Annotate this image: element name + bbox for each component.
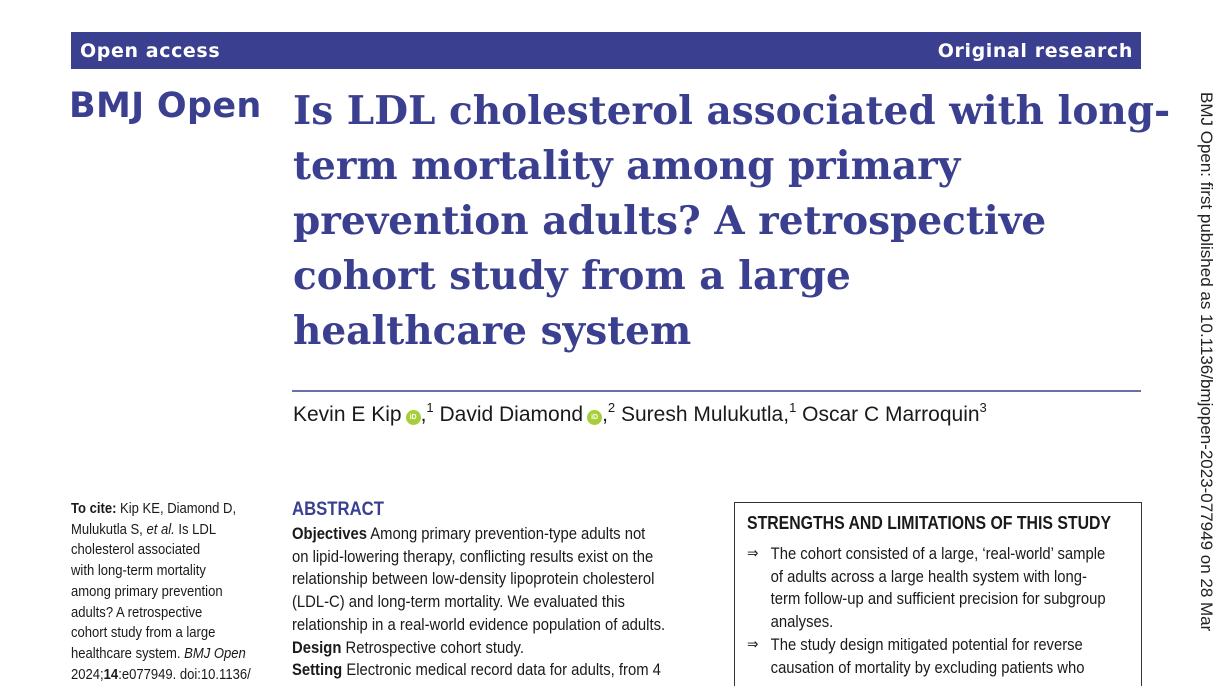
author-list: Kevin E Kip iD ,$^1$ David Diamond iD ,$^2$ Suresh Mulukutla,$^1$ Oscar C Marroquin$^3$: [293, 400, 987, 426]
author-affiliation: 1: [426, 400, 434, 415]
orcid-icon[interactable]: iD: [587, 410, 602, 425]
cite-label: To cite:: [71, 501, 117, 517]
title-line: term mortality among primary: [293, 143, 961, 189]
publication-side-note: BMJ Open: first published as 10.1136/bmjopen-2023-077949 on 28 Mar: [1197, 92, 1216, 632]
title-line: healthcare system: [293, 308, 692, 354]
design-label: Design: [292, 638, 342, 657]
author-affiliation: 2: [607, 400, 616, 415]
title-line: prevention adults? A retrospective: [293, 198, 1047, 244]
journal-logo: BMJ Open: [69, 86, 262, 126]
author-affiliation: 3: [979, 400, 987, 415]
strengths-limitations-box: [734, 502, 1142, 686]
open-access-label: Open access: [80, 39, 221, 62]
strengths-heading: STRENGTHS AND LIMITATIONS OF THIS STUDY: [747, 513, 1112, 533]
author-name[interactable]: Oscar C Marroquin: [802, 403, 980, 426]
title-line: Is LDL cholesterol associated with long-: [293, 88, 1171, 134]
abstract-body: Objectives Among primary prevention-type adults not on lipid-lowering therapy, conflicting results exist on the relationship between low-density lipoprotein cholesterol (LDL-C) and long-term mortality. We evaluated this relationship in a real-world evidence population of adults. Design Retrospective cohort study. Setting Electronic medical record data for adults, from 4: [292, 525, 666, 680]
author-name[interactable]: David Diamond: [439, 403, 584, 426]
author-name[interactable]: Suresh Mulukutla,: [620, 403, 790, 426]
header-banner: [71, 32, 1141, 69]
list-item: ⇒ The cohort consisted of a large, ‘real-world’ sample of adults across a large health system with long- term follow-up and sufficient precision for subgroup analyses.: [747, 545, 1106, 632]
title-line: cohort study from a large: [293, 253, 851, 299]
abstract-heading: ABSTRACT: [292, 499, 384, 520]
citation-block: To cite: Kip KE, Diamond D, Mulukutla S, et al. Is LDL cholesterol associated with long-term mortality among primary prevention adults? A retrospective cohort study from a large healthcare system. BMJ Open 2024;14:e077949. doi:10.1136/: [71, 501, 251, 683]
arrow-icon: ⇒: [747, 545, 759, 562]
title-divider: [292, 390, 1141, 392]
author-affiliation: 1: [789, 400, 797, 415]
setting-label: Setting: [292, 661, 343, 680]
abstract-section: [292, 499, 732, 682]
list-item: ⇒ The study design mitigated potential for reverse causation of mortality by excluding patients who: [747, 635, 1085, 677]
objectives-label: Objectives: [292, 525, 367, 543]
orcid-icon[interactable]: iD: [406, 410, 421, 425]
article-type-label: Original research: [937, 39, 1133, 62]
doi-text[interactable]: :e077949. doi:10.1136/: [118, 666, 251, 683]
article-title: [293, 84, 1171, 359]
strengths-list: [747, 543, 1106, 679]
arrow-icon: ⇒: [747, 635, 759, 653]
author-name[interactable]: Kevin E Kip: [293, 403, 402, 426]
